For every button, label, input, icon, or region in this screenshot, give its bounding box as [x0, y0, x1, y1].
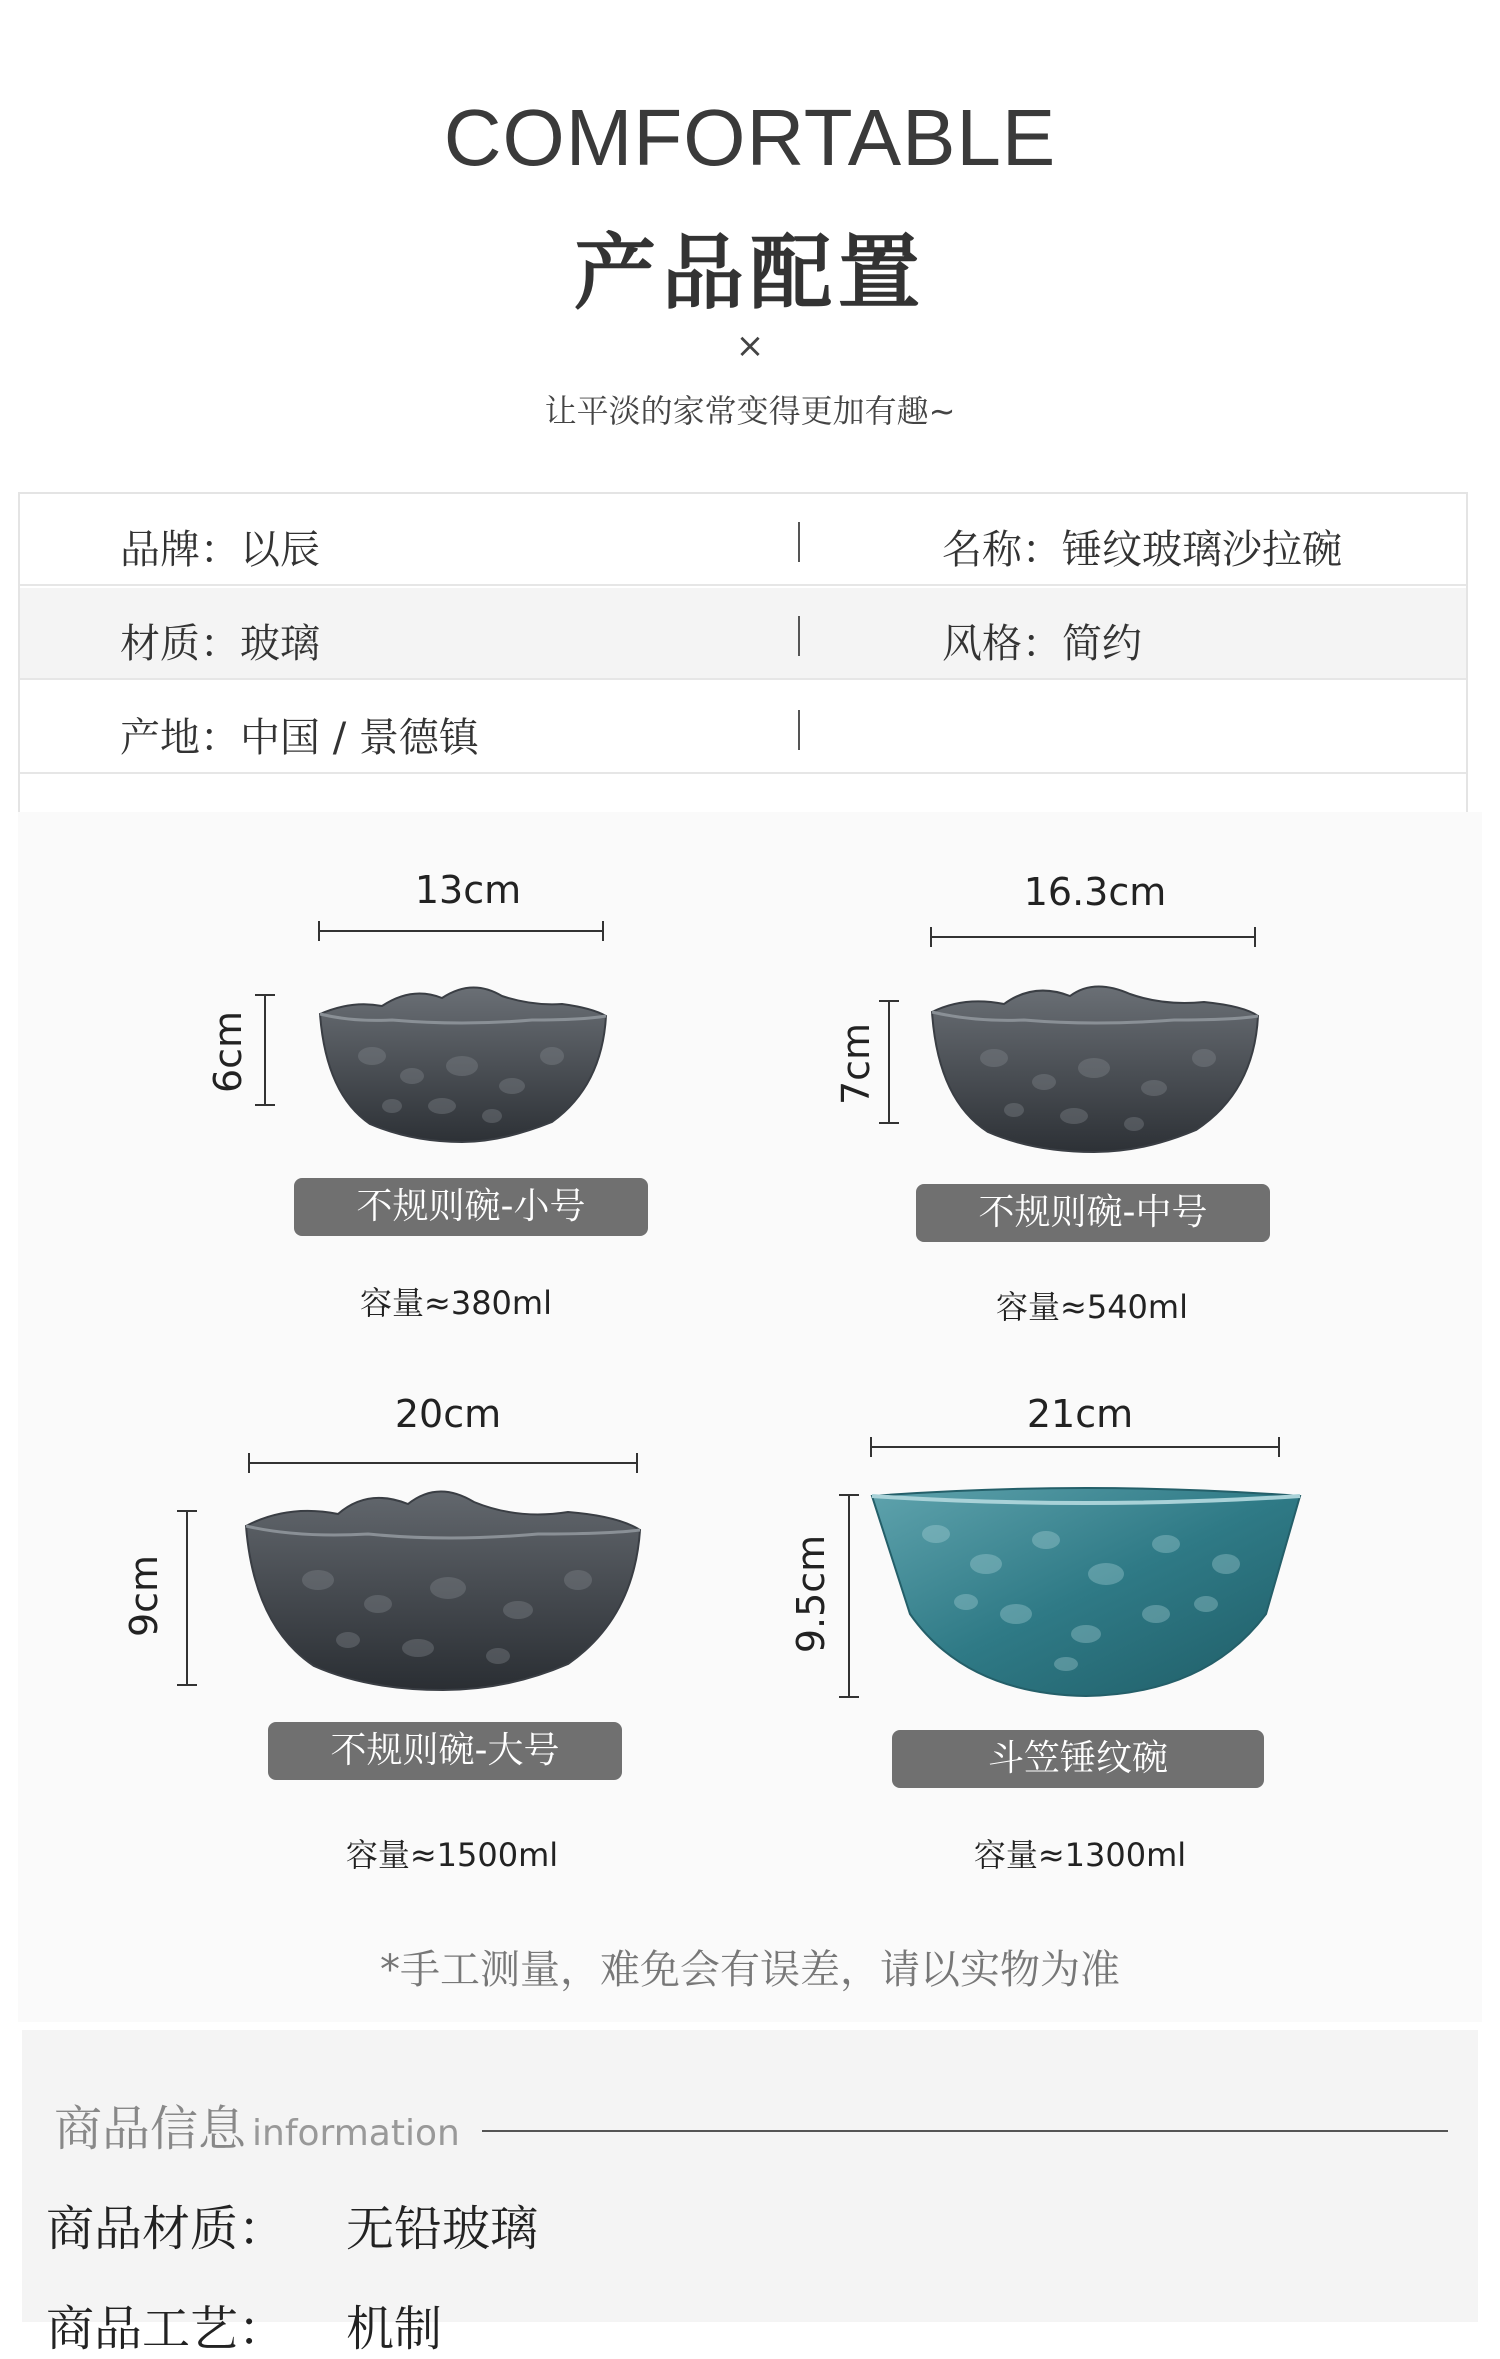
- height-dimension-line: [264, 994, 266, 1106]
- product-height-label: 7cm: [834, 1022, 878, 1106]
- info-divider: [482, 2130, 1448, 2132]
- info-title-en: information: [252, 2113, 460, 2154]
- product-name-tag: 不规则碗-小号: [294, 1178, 648, 1236]
- width-dimension-line: [248, 1462, 638, 1464]
- height-dimension-line: [848, 1494, 850, 1698]
- product-capacity: 容量≈540ml: [996, 1288, 1188, 1326]
- product-width-label: 13cm: [414, 868, 522, 912]
- product-name-tag: 不规则碗-中号: [916, 1184, 1270, 1242]
- hero-divider: ×: [735, 326, 765, 366]
- bowl-blue-hammered-image: [866, 1484, 1306, 1704]
- info-row: [46, 2190, 539, 2259]
- product-width-label: 16.3cm: [1023, 870, 1167, 914]
- hero-section: [0, 0, 1500, 480]
- width-dimension-line: [318, 930, 604, 932]
- product-name-tag: 斗笠锤纹碗: [892, 1730, 1264, 1788]
- height-dimension-line: [888, 1000, 890, 1124]
- info-value: 无铅玻璃: [346, 2201, 539, 2257]
- info-title: [54, 2090, 460, 2159]
- product-height-label: 9cm: [122, 1554, 166, 1638]
- spec-brand: 品牌：以辰: [120, 527, 320, 573]
- hero-title-cn: 产品配置: [573, 226, 926, 321]
- product-info-section: [22, 2030, 1478, 2357]
- spec-separator: [798, 710, 800, 750]
- info-label: 商品工艺：: [46, 2301, 287, 2357]
- spec-material: 材质：玻璃: [120, 621, 320, 667]
- bowl-medium-image: [924, 978, 1264, 1158]
- width-dimension-line: [930, 936, 1256, 938]
- info-label: 商品材质：: [46, 2201, 287, 2257]
- info-value: 机制: [346, 2301, 443, 2357]
- product-capacity: 容量≈1300ml: [973, 1836, 1187, 1874]
- height-dimension-line: [186, 1510, 188, 1686]
- measurement-note: *手工测量，难免会有误差，请以实物为准: [380, 1947, 1120, 1993]
- bowl-small-image: [312, 976, 612, 1148]
- bowl-large-image: [238, 1480, 648, 1696]
- spec-name: 名称：锤纹玻璃沙拉碗: [942, 527, 1342, 573]
- spec-row: [20, 588, 1466, 680]
- product-name-tag: 不规则碗-大号: [268, 1722, 622, 1780]
- hero-title-en: COMFORTABLE: [443, 93, 1057, 182]
- product-height-label: 9.5cm: [789, 1534, 833, 1654]
- product-capacity: 容量≈1500ml: [345, 1836, 559, 1874]
- info-row: [46, 2290, 443, 2359]
- spec-origin: 产地：中国 / 景德镇: [120, 715, 479, 761]
- product-capacity: 容量≈380ml: [360, 1284, 552, 1322]
- hero-subtitle: 让平淡的家常变得更加有趣~: [544, 392, 956, 430]
- product-width-label: 21cm: [1026, 1392, 1134, 1436]
- spec-separator: [798, 616, 800, 656]
- product-width-label: 20cm: [394, 1392, 502, 1436]
- spec-row: [20, 494, 1466, 586]
- width-dimension-line: [870, 1446, 1280, 1448]
- spec-separator: [798, 522, 800, 562]
- product-height-label: 6cm: [206, 1010, 250, 1094]
- info-title-cn: 商品信息: [54, 2101, 247, 2157]
- spec-row: [20, 682, 1466, 774]
- spec-table: [18, 492, 1468, 812]
- spec-style: 风格：简约: [942, 621, 1142, 667]
